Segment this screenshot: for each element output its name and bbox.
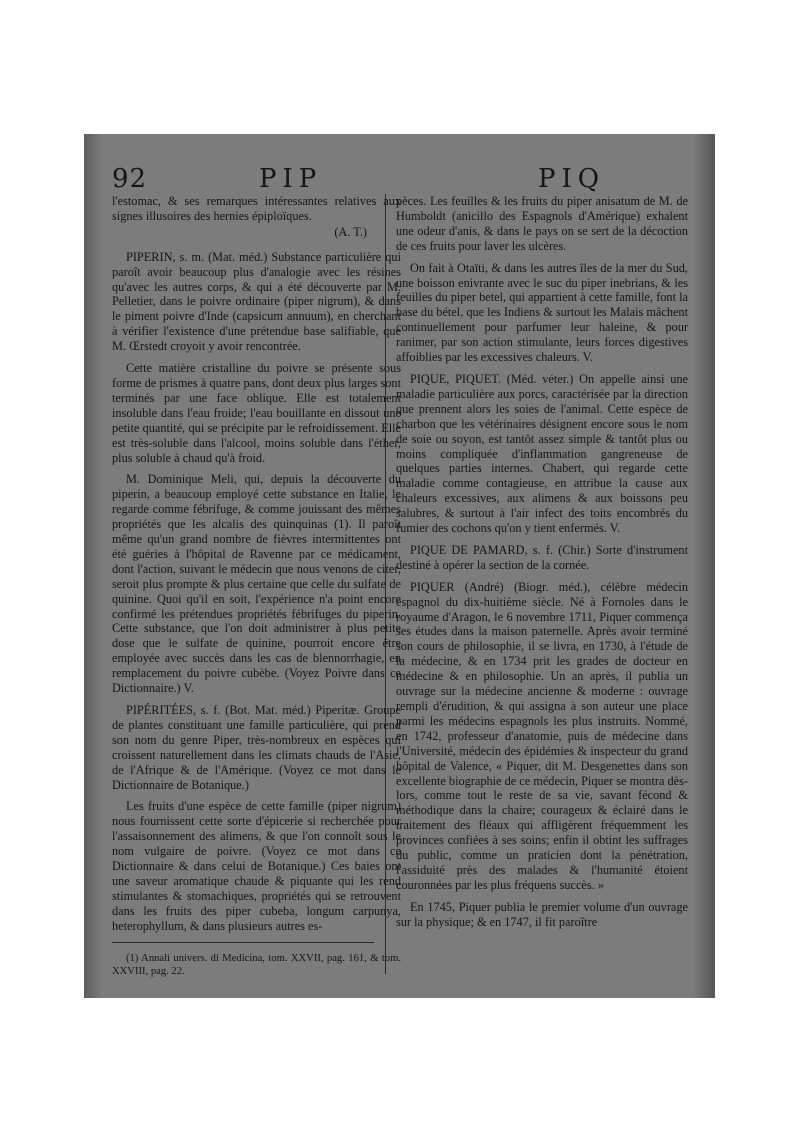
page-number: 92 [112, 164, 148, 194]
entry-pique-piquet: PIQUE, PIQUET. (Méd. véter.) On appelle ainsi une maladie particulière aux porcs, caractérisée par la direction que prennent alors les soies de l'animal. Cette espèce de charbon que les vétérinaires désignent encore sous le nom de soie ou soyon, est tantôt assez simple & tantôt plus ou moins compliquée d'inflammation gangreneuse de quelques parties internes. Chabert, qui regarde cette maladie comme contagieuse, en attribue la cause aux chaleurs excessives, aux alimens & aux boissons peu salubres, & surtout à l'air infect des toits encombrés du fumier des cochons qu'on y tient enfermés. V. [396, 371, 688, 536]
entry-piperitees-paragraph: Les fruits d'une espèce de cette famille (piper nigrum) nous fournissent cette sorte d'épicerie si recherchée pour l'assaisonnement des alimens, & que l'on connoît sous le nom vulgaire de poivre. (Voyez ce mot dans ce Dictionnaire & dans celui de Botanique.) Ces baies ont une saveur aromatique chaude & piquante qui les rend stimulantes & stomachiques, propriétés qui se retrouvent dans les fruits des piper cubeba, longum carpunya, heterophyllum, & dans plusieurs autres es- [112, 799, 401, 933]
entry-piperitees-continuation: pèces. Les feuilles & les fruits du piper anisatum de M. de Humboldt (anicillo des Espagnols d'Amérique) exhalent une odeur d'anis, & dans le pays on se sert de la décoction de ces fruits pour laver les ulcères. [396, 194, 688, 253]
entry-continuation: l'estomac, & ses remarques intéressantes relatives aux signes illusoires des hernies épiploïques. [112, 194, 401, 223]
entry-piperitees-paragraph: On fait à Otaïti, & dans les autres îles de la mer du Sud, une boisson enivrante avec le suc du piper inebrians, & les feuilles du piper betel, qui appartient à cette famille, font la base du bétel, que les Indiens & surtout les Malais mâchent continuellement pour parfumer leur haleine, & pour ranimer, par son action stimulante, leurs forces digestives affoiblies par les excessives chaleurs. V. [396, 260, 688, 365]
entry-piquer-paragraph: En 1745, Piquer publia le premier volume d'un ouvrage sur la physique; & en 1747, il fit paroître [396, 899, 688, 929]
left-column [112, 194, 401, 985]
running-head-right: PIQ [538, 164, 606, 194]
footnote-rule [112, 942, 374, 943]
entry-piperin-paragraph: M. Dominique Meli, qui, depuis la découverte du piperin, a beaucoup employé cette substance en Italie, le regarde comme fébrifuge, & comme jouissant des mêmes propriétés que les alcalis des quinquinas (1). Il paroît même qu'un grand nombre de fièvres intermittentes ont été guéries à l'hôpital de Ravenne par ce médicament, dont l'action, suivant le médecin que nous venons de citer, seroit plus prompte & plus certaine que celle du sulfate de quinine. Quoi qu'il en soit, l'expérience n'a point encore confirmé les prétendues propriétés fébrifuges du piperin. Cette substance, que l'on doit administrer à plus petite dose que le sulfate de quinine, pourroit encore être employée avec succès dans les cas de blennorrhagie, en remplacement du poivre cubèbe. (Voyez Poivre dans ce Dictionnaire.) V. [112, 472, 401, 696]
scanned-page [84, 134, 715, 998]
page-edge-shadow-left [84, 134, 102, 998]
entry-piperin-paragraph: Cette matière cristalline du poivre se présente sous forme de prismes à quatre pans, dont deux plus larges sont terminés par une face oblique. Elle est totalement insoluble dans l'eau froide; l'eau bouillante en dissout une petite quantité, qui se précipite par le refroidissement. Elle est très-soluble dans l'alcool, moins soluble dans l'éther, plus soluble à chaud qu'à froid. [112, 361, 401, 465]
page-header [112, 164, 685, 196]
running-head-left: PIP [259, 164, 323, 194]
entry-piperin: PIPERIN, s. m. (Mat. méd.) Substance particulière qui paroît avoir beaucoup plus d'analogie avec les résines qu'avec les autres corps, & qui a été découverte par M. Pelletier, dans le poivre ordinaire (piper nigrum), & dans le piment poivre d'Inde (capsicum annuum), en cherchant à vérifier l'existence d'une prétendue base salifiable, que M. Œrstedt croyoit y avoir rencontrée. [112, 249, 401, 354]
footnote: (1) Annali univers. di Medicina, tom. XXVII, pag. 161, & tom. XXVIII, pag. 22. [112, 952, 401, 977]
right-column [396, 194, 688, 937]
entry-piperitees: PIPÉRITÉES, s. f. (Bot. Mat. méd.) Piperitæ. Groupe de plantes constituant une famille particulière, qui prend son nom du genre Piper, très-nombreux en espèces qui croissent naturellement dans les climats chauds de l'Asie, de l'Afrique & de l'Amérique. (Voyez ce mot dans le Dictionnaire de Botanique.) [112, 703, 401, 792]
entry-signature: (A. T.) [334, 224, 367, 239]
entry-piquer-andre: PIQUER (André) (Biogr. méd.), célèbre médecin espagnol du dix-huitième siècle. Né à Fornoles dans le royaume d'Aragon, le 6 novembre 1711, Piquer commença ses études dans la maison paternelle. Après avoir terminé son cours de philosophie, il se livra, en 1730, à l'étude de la médecine, & en 1734 prit les grades de docteur en médecine & en philosophie. Un an après, il publia un ouvrage sur la médecine ancienne & moderne : ouvrage rempli d'érudition, & qui assigna à son auteur une place parmi les médecins espagnols les plus instruits. Nommé, en 1742, professeur d'anatomie, puis de médecine dans l'Université, médecin des épidémies & inspecteur du grand hôpital de Valence, « Piquer, dit M. Desgenettes dans son excellente biographie de ce médecin, Piquer se montra dès-lors, comme tout le reste de sa vie, savant fécond & méthodique dans la chaire; courageux & éclairé dans le traitement des fléaux qui affligèrent fréquemment les provinces confiées à ses soins; enfin il obtint les suffrages du public, comme un praticien dont la pénétration, l'assiduité près des malades & l'humanité étoient couronnées par les plus fréquens succès. » [396, 579, 688, 892]
entry-pique-de-pamard: PIQUE DE PAMARD, s. f. (Chir.) Sorte d'instrument destiné à opérer la section de la cornée. [396, 542, 688, 572]
page-edge-shadow-right [693, 134, 715, 998]
